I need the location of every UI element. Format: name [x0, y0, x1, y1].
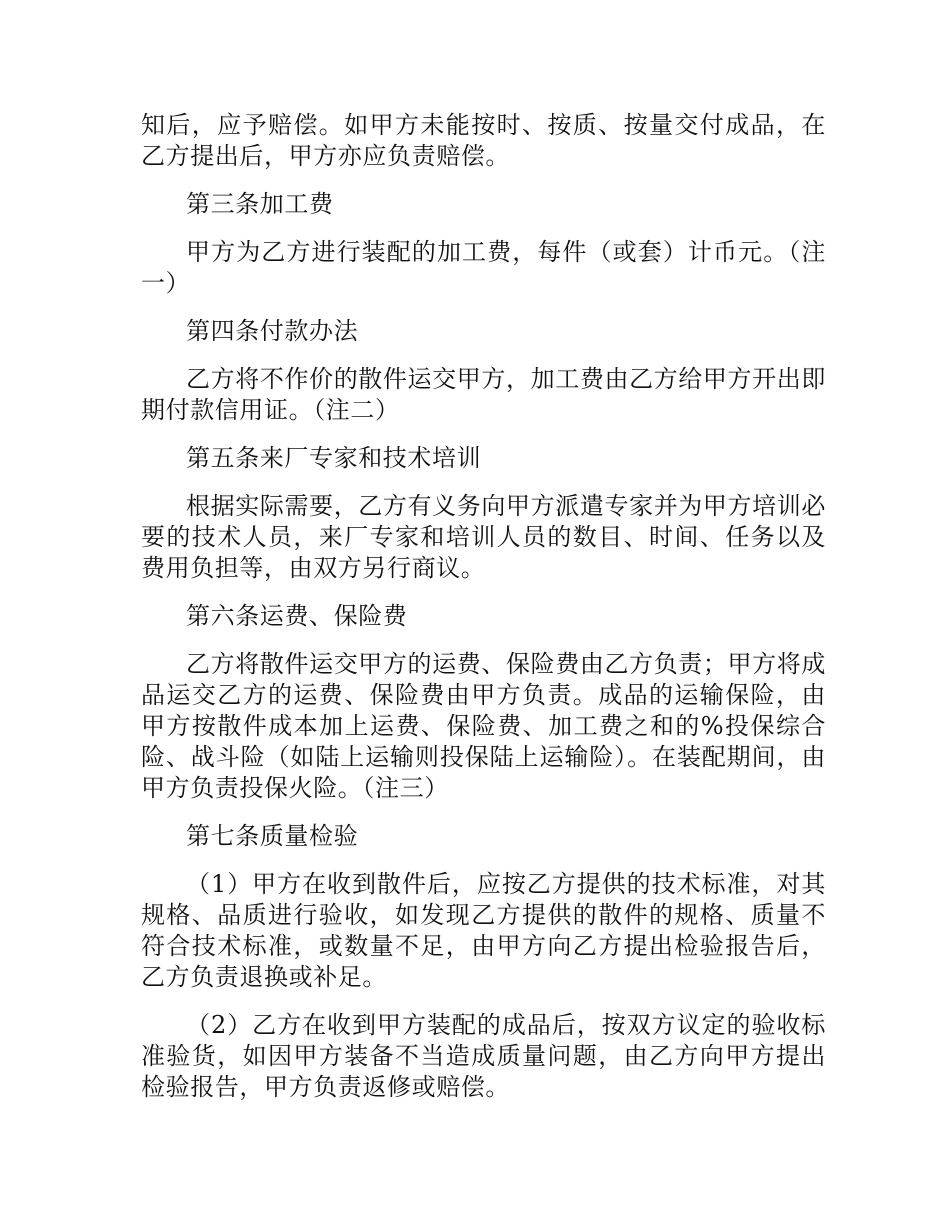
heading-article-7-quality-inspection: 第七条质量检验 — [186, 822, 359, 850]
paragraph-freight-insurance: 乙方将散件运交甲方的运费、保险费由乙方负责；甲方将成品运交乙方的运费、保险费由甲方负责。成品的运输保险，由甲方按散件成本加上运费、保险费、加工费之和的%投保综合险、战斗险（如陆上运输则投保陆上运输险）。在装配期间，由甲方负责投保火险。（注三） — [141, 650, 826, 802]
paragraph-quality-inspection-1: （1）甲方在收到散件后，应按乙方提供的技术标准，对其规格、品质进行验收，如发现乙方提供的散件的规格、质量不符合技术标准，或数量不足，由甲方向乙方提出检验报告后，乙方负责退换或补足。 — [141, 870, 826, 991]
heading-article-6-freight-insurance: 第六条运费、保险费 — [186, 602, 408, 630]
paragraph-experts-training: 根据实际需要，乙方有义务向甲方派遣专家并为甲方培训必要的技术人员，来厂专家和培训人员的数目、时间、任务以及费用负担等，由双方另行商议。 — [141, 492, 826, 582]
document-page — [141, 110, 826, 1120]
paragraph-processing-fee: 甲方为乙方进行装配的加工费，每件（或套）计币元。（注一） — [141, 238, 826, 297]
heading-article-4-payment-method: 第四条付款办法 — [186, 317, 359, 345]
heading-article-5-experts-training: 第五条来厂专家和技术培训 — [186, 444, 482, 472]
paragraph-payment-method: 乙方将不作价的散件运交甲方，加工费由乙方给甲方开出即期付款信用证。（注二） — [141, 365, 826, 424]
heading-article-3-processing-fee: 第三条加工费 — [186, 190, 334, 218]
paragraph-compensation-continued: 知后，应予赔偿。如甲方未能按时、按质、按量交付成品，在乙方提出后，甲方亦应负责赔偿。 — [141, 111, 826, 170]
paragraph-quality-inspection-2: （2）乙方在收到甲方装配的成品后，按双方议定的验收标准验货，如因甲方装备不当造成质量问题，由乙方向甲方提出检验报告，甲方负责返修或赔偿。 — [141, 1011, 826, 1101]
